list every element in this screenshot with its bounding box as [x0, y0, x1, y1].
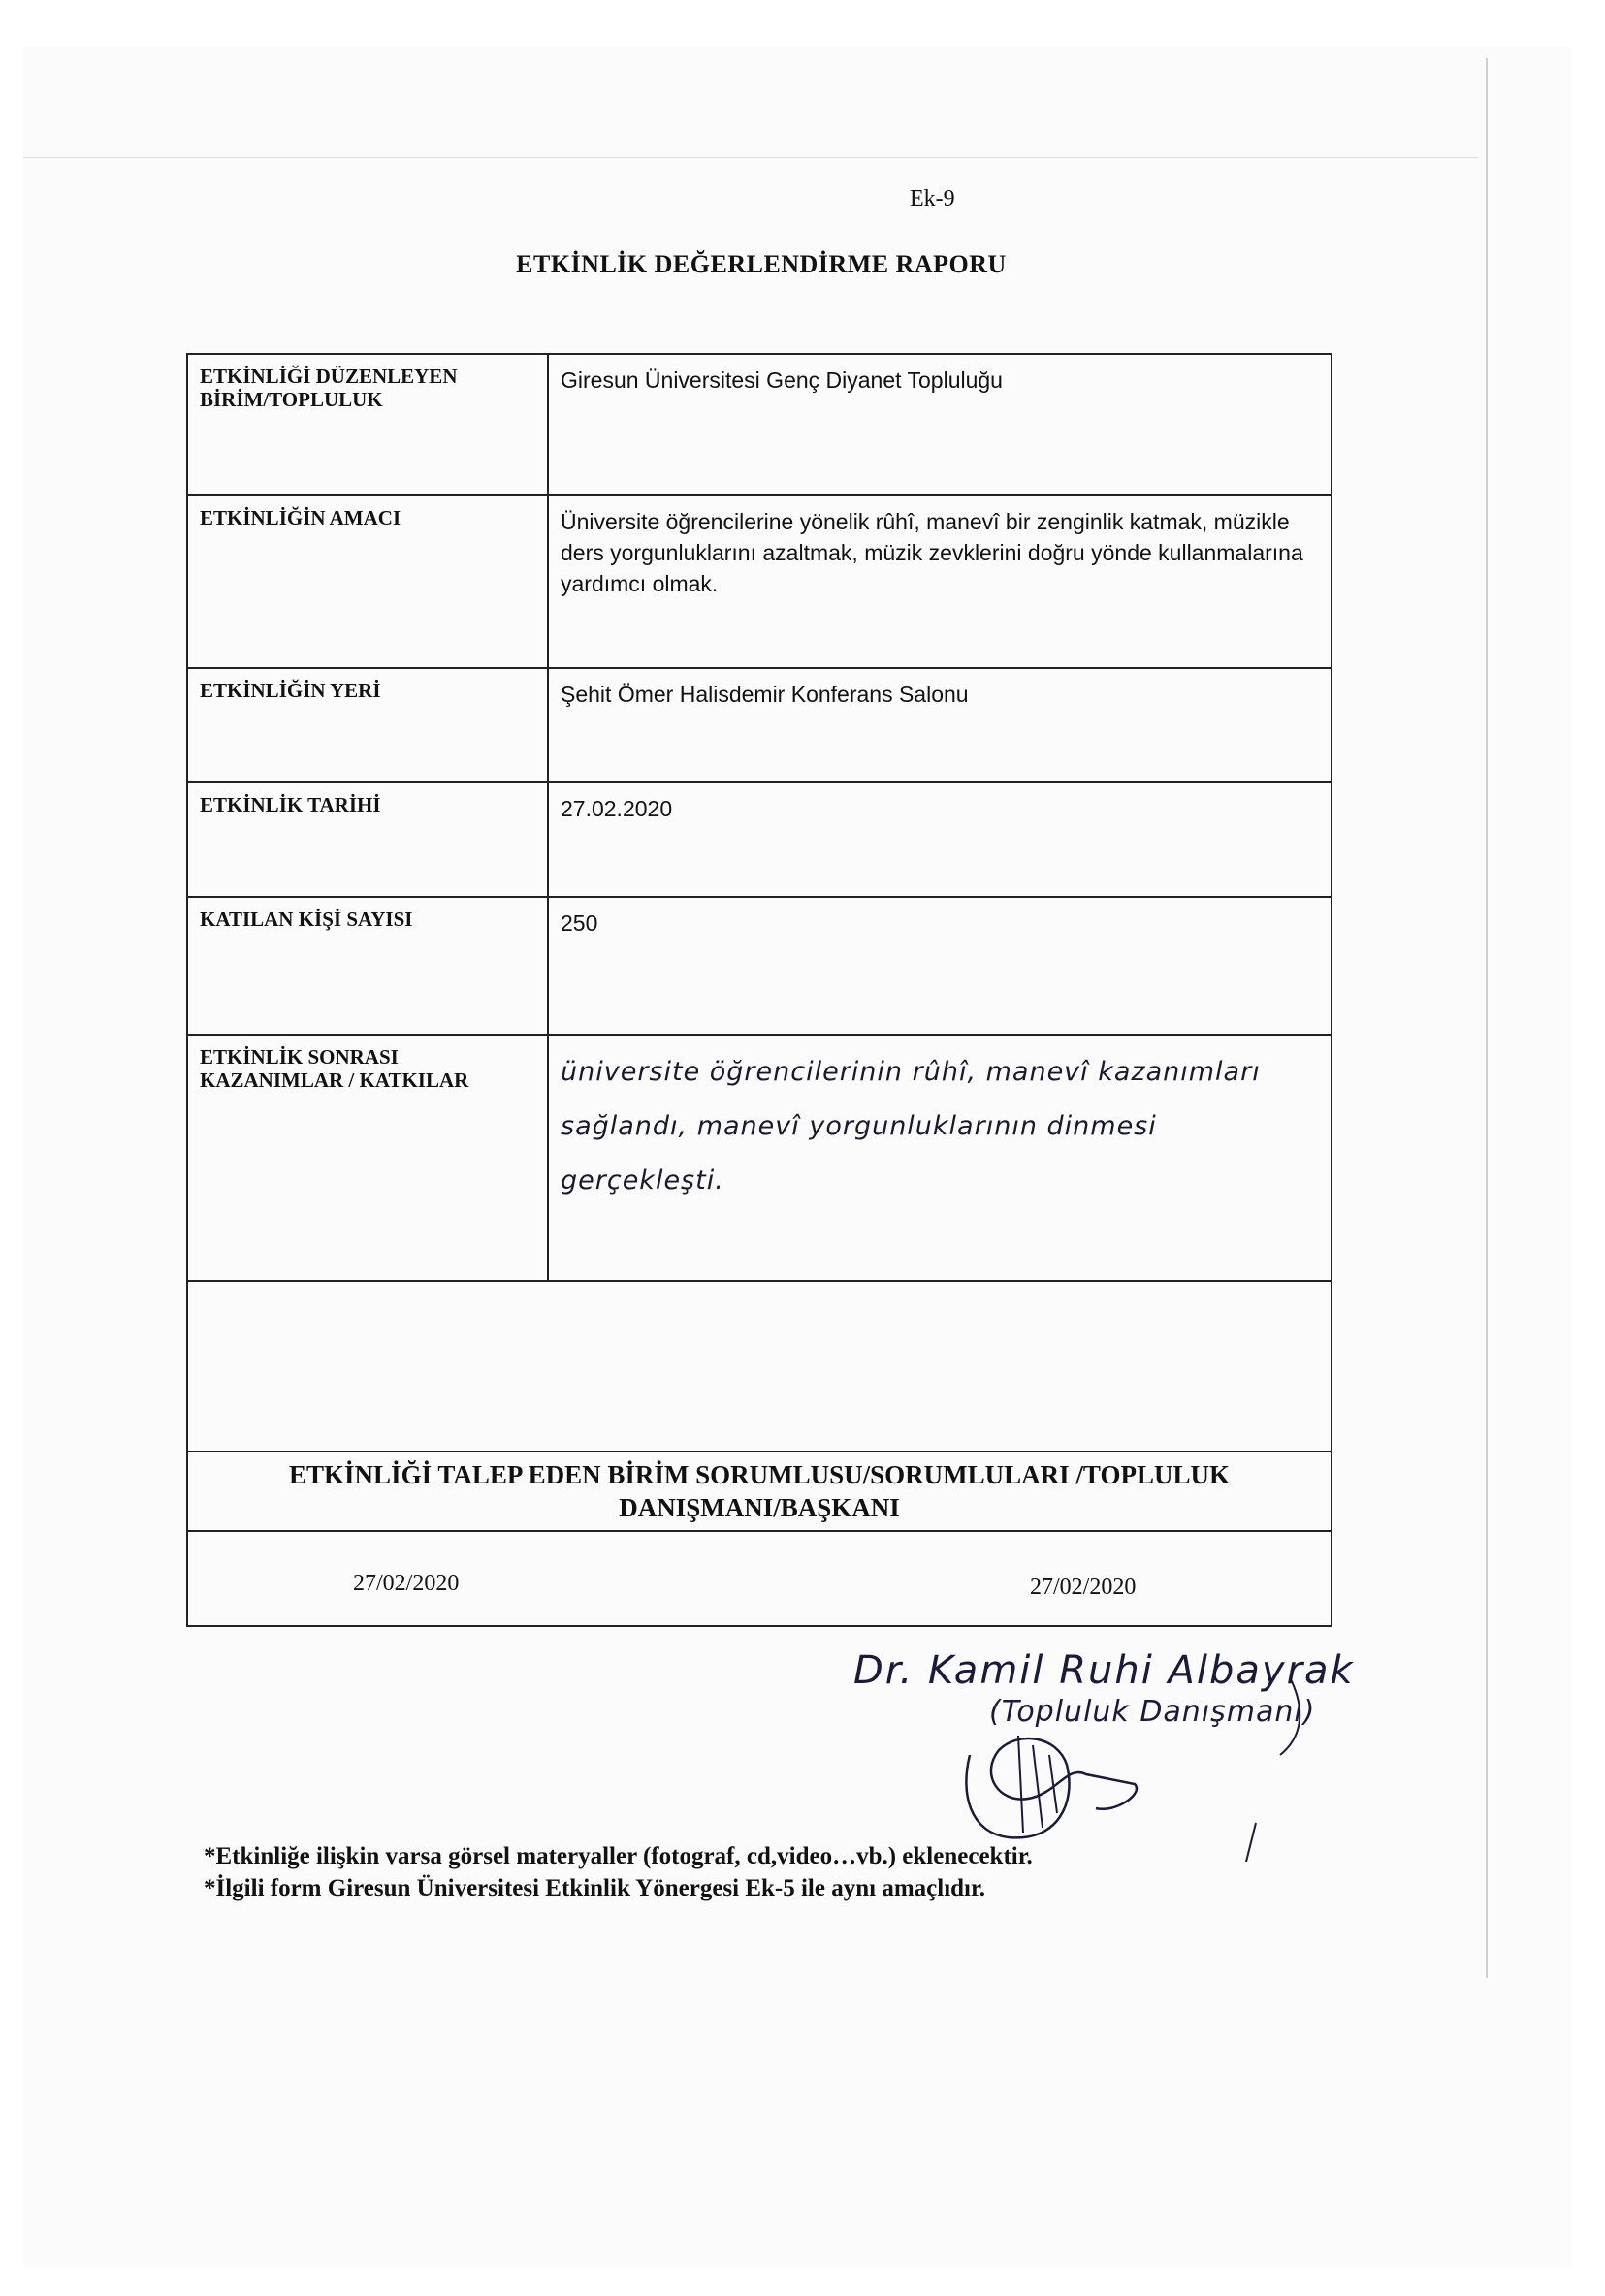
note-line-2: *İlgili form Giresun Üniversitesi Etkinlik Yönergesi Ek-5 ile aynı amaçlıdır. [204, 1875, 986, 1901]
attendance-value: 250 [548, 897, 1332, 1035]
signature-date-left: 27/02/2020 [353, 1571, 460, 1596]
annex-label: Ek-9 [910, 186, 955, 211]
purpose-label: ETKİNLİĞİN AMACI [187, 495, 548, 668]
note-line-1: *Etkinliğe ilişkin varsa görsel materyaller (fotograf, cd,video…vb.) eklenecektir. [204, 1843, 1033, 1869]
blank-cell [187, 1281, 1332, 1451]
form-row-purpose [187, 495, 1332, 668]
document-title: ETKİNLİK DEĞERLENDİRME RAPORU [516, 250, 1007, 278]
form-row-attendance [187, 897, 1332, 1035]
form-notes [204, 1840, 1270, 1904]
scan-edge-line [23, 157, 1478, 158]
organizer-value: Giresun Üniversitesi Genç Diyanet Topluluğu [548, 354, 1332, 495]
signature-name: Dr. Kamil Ruhi Albayrak [853, 1648, 1355, 1693]
date-value: 27.02.2020 [548, 782, 1332, 897]
scan-edge-line [1486, 58, 1488, 1978]
date-label: ETKİNLİK TARİHİ [187, 782, 548, 897]
form-row-location [187, 668, 1332, 782]
form-row-signature-dates [187, 1531, 1332, 1626]
form-row-date [187, 782, 1332, 897]
attendance-label: KATILAN KİŞİ SAYISI [187, 897, 548, 1035]
signature-dates-cell [187, 1531, 1332, 1626]
signature-date-right: 27/02/2020 [1030, 1575, 1137, 1600]
outcomes-label: ETKİNLİK SONRASI KAZANIMLAR / KATKILAR [187, 1035, 548, 1281]
organizer-label: ETKİNLİĞİ DÜZENLEYEN BİRİM/TOPLULUK [187, 354, 548, 495]
location-value: Şehit Ömer Halisdemir Konferans Salonu [548, 668, 1332, 782]
evaluation-form-table [186, 353, 1332, 1627]
handwritten-signature-icon [824, 1639, 1367, 1862]
signature-role: (Topluluk Danışmanı) [989, 1695, 1316, 1729]
location-label: ETKİNLİĞİN YERİ [187, 668, 548, 782]
form-row-responsible-header [187, 1451, 1332, 1531]
outcomes-handwritten-value: üniversite öğrencilerinin rûhî, manevî kazanımları sağlandı, manevî yorgunluklarının dinmesi gerçekleşti. [548, 1035, 1332, 1281]
responsible-header: ETKİNLİĞİ TALEP EDEN BİRİM SORUMLUSU/SORUMLULARI /TOPLULUK DANIŞMANI/BAŞKANI [187, 1451, 1332, 1531]
form-row-outcomes [187, 1035, 1332, 1281]
purpose-value: Üniversite öğrencilerine yönelik rûhî, manevî bir zenginlik katmak, müzikle ders yorgunluklarını azaltmak, müzik zevklerini doğru yönde kullanmalarına yardımcı olmak. [548, 495, 1332, 668]
form-row-blank [187, 1281, 1332, 1451]
form-row-organizer [187, 354, 1332, 495]
